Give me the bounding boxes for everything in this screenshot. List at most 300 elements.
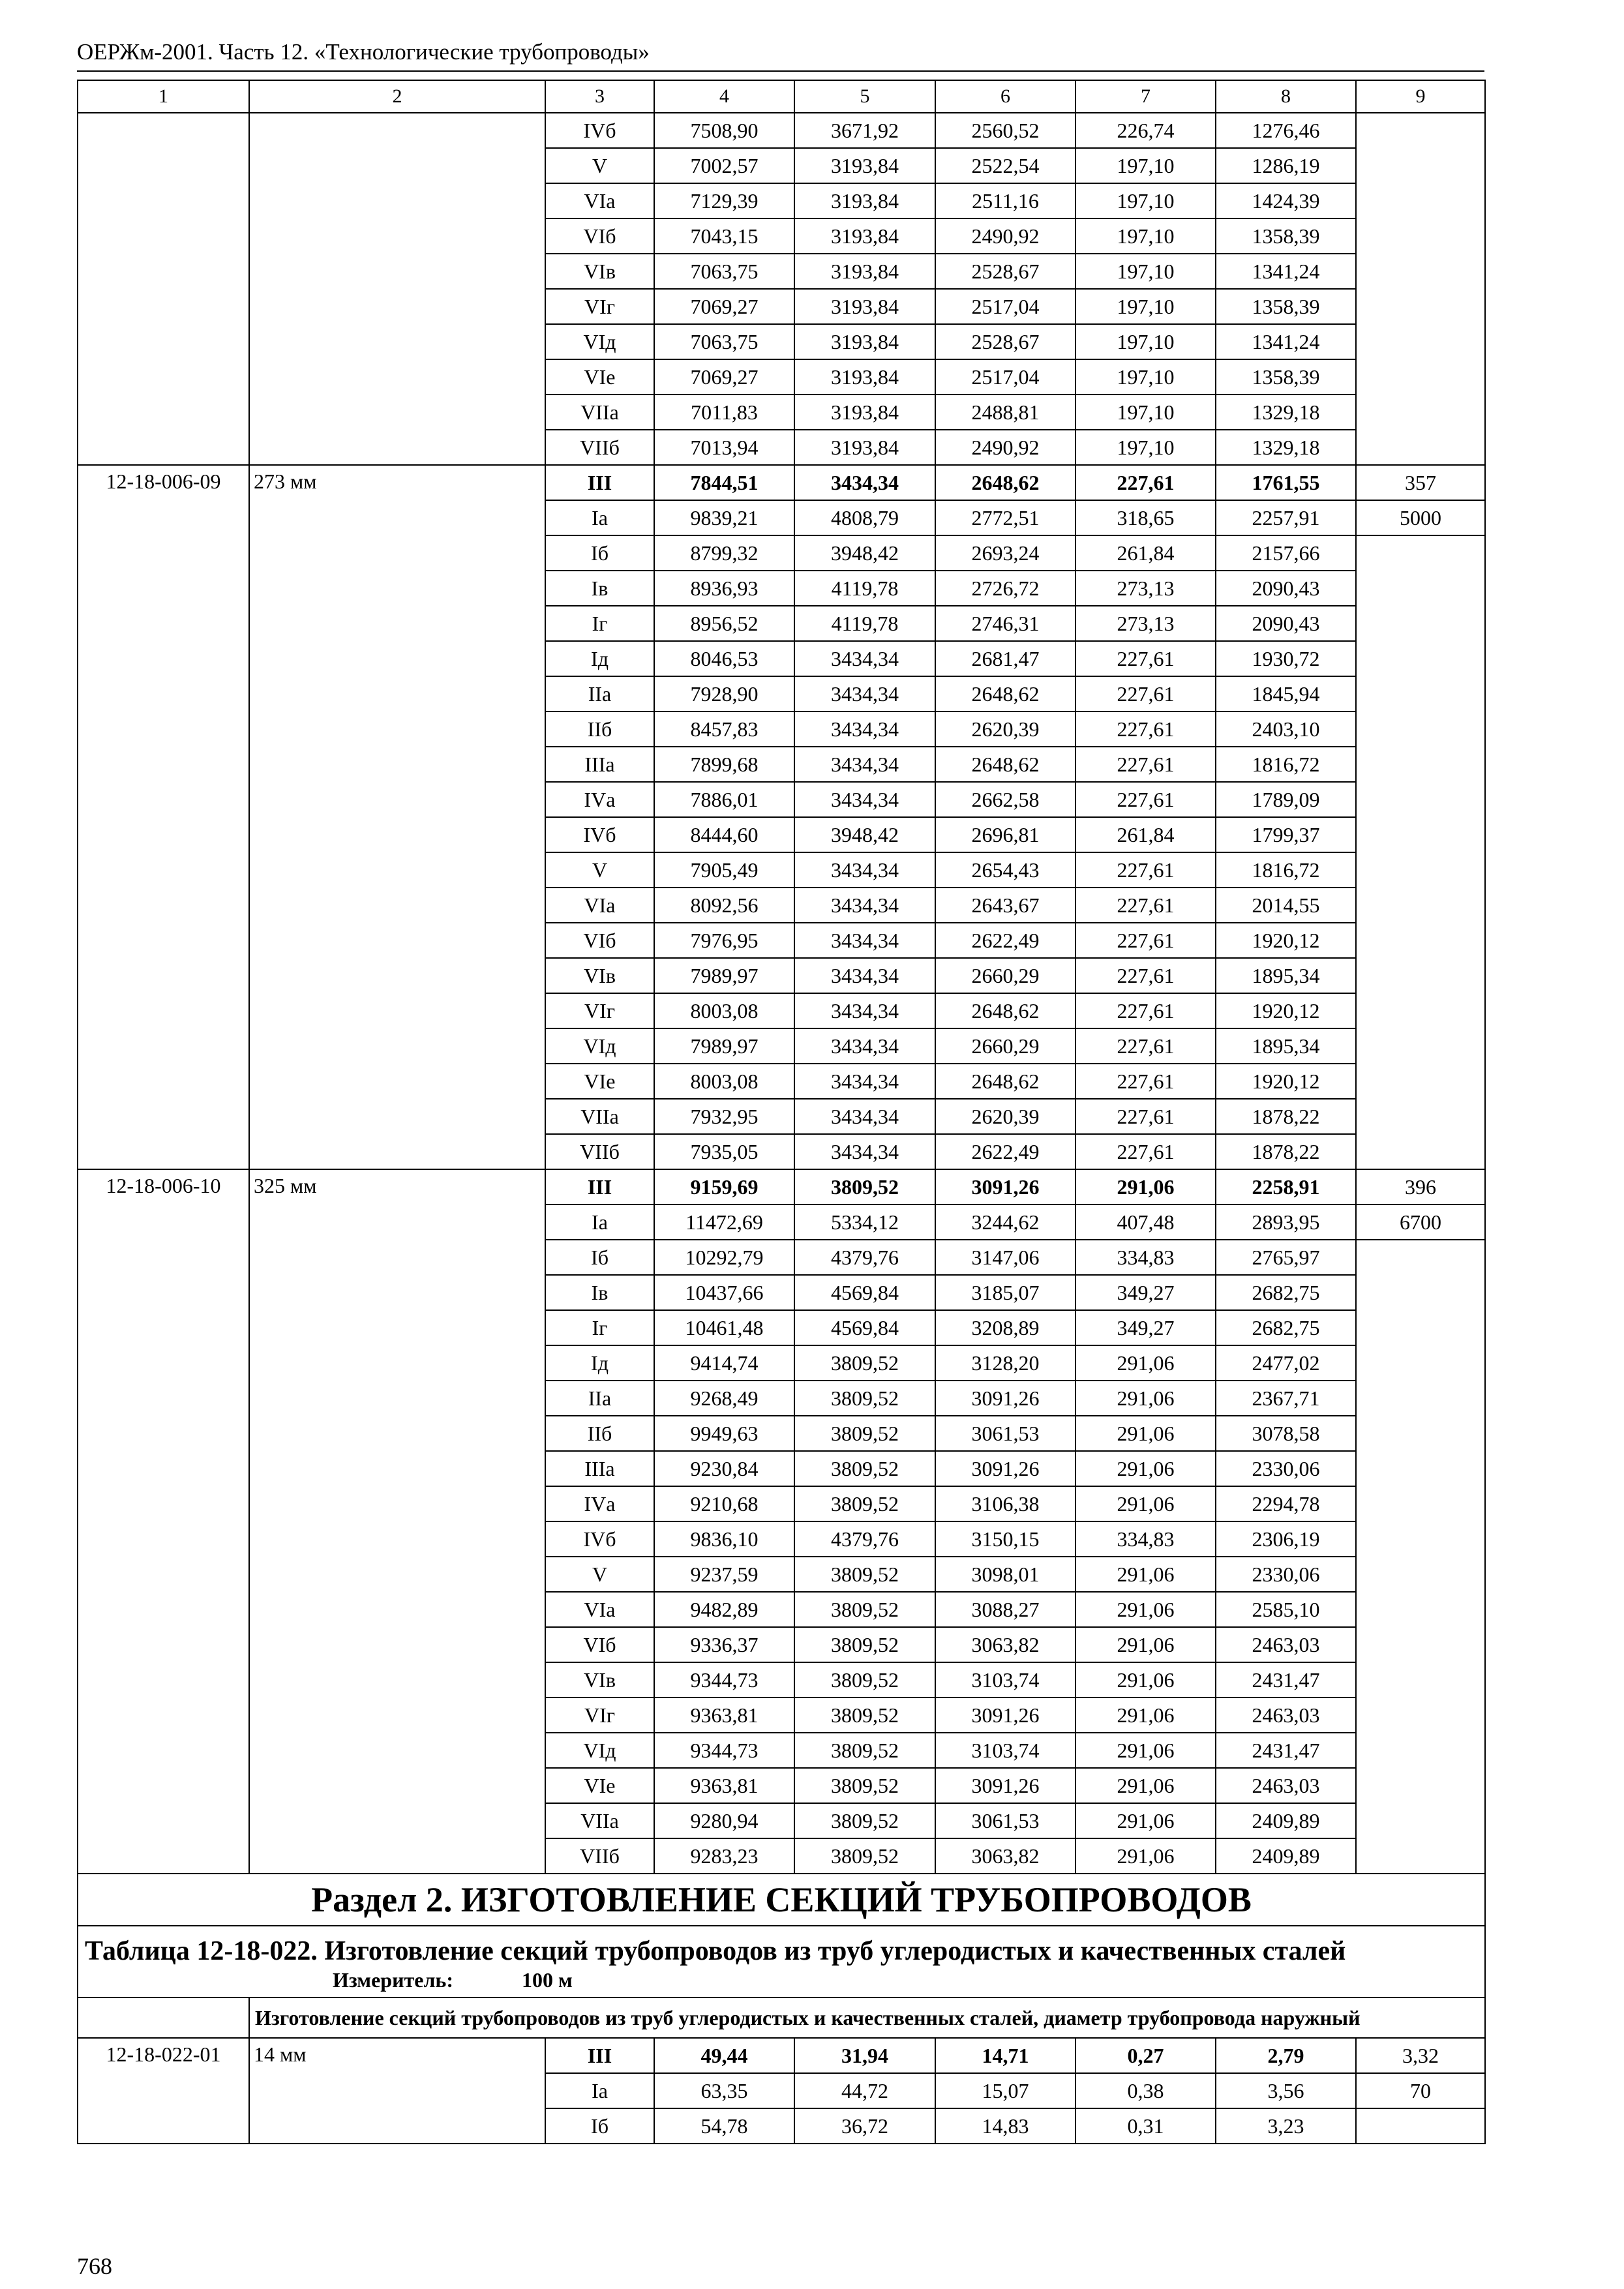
- value-cell: 0,31: [1075, 2108, 1216, 2144]
- item-size: 14 мм: [249, 2038, 545, 2144]
- value-cell: 7989,97: [654, 1028, 794, 1064]
- price-zone-cell: VIа: [545, 888, 654, 923]
- value-cell: 3063,82: [935, 1627, 1075, 1662]
- value-cell: 291,06: [1075, 1768, 1216, 1803]
- value-cell: 7063,75: [654, 254, 794, 289]
- price-zone-cell: VIд: [545, 1028, 654, 1064]
- value-cell: 15,07: [935, 2073, 1075, 2108]
- price-zone-cell: III: [545, 465, 654, 500]
- value-cell: 2660,29: [935, 1028, 1075, 1064]
- value-cell: 3809,52: [794, 1416, 935, 1451]
- value-cell: 2643,67: [935, 888, 1075, 923]
- value-cell: 227,61: [1075, 782, 1216, 817]
- value-cell: 4119,78: [794, 606, 935, 641]
- header-rule: [77, 70, 1484, 72]
- table-row: [78, 465, 1485, 500]
- value-cell: 7976,95: [654, 923, 794, 958]
- value-cell: 3193,84: [794, 289, 935, 324]
- value-cell: 197,10: [1075, 254, 1216, 289]
- value-cell: 3809,52: [794, 1592, 935, 1627]
- value-cell: 11472,69: [654, 1204, 794, 1240]
- value-cell: 349,27: [1075, 1310, 1216, 1345]
- value-cell: 227,61: [1075, 958, 1216, 993]
- value-cell: 197,10: [1075, 289, 1216, 324]
- value-cell: 2294,78: [1216, 1486, 1356, 1521]
- price-zone-cell: VIг: [545, 1698, 654, 1733]
- value-cell: 3193,84: [794, 218, 935, 254]
- value-cell: 227,61: [1075, 923, 1216, 958]
- price-zone-cell: Iв: [545, 571, 654, 606]
- price-zone-cell: IVб: [545, 1521, 654, 1557]
- value-cell: 7011,83: [654, 395, 794, 430]
- price-zone-cell: VIв: [545, 1662, 654, 1698]
- value-cell: 9363,81: [654, 1698, 794, 1733]
- value-cell: 3809,52: [794, 1557, 935, 1592]
- price-zone-cell: Iд: [545, 641, 654, 676]
- value-cell: 3809,52: [794, 1838, 935, 1874]
- code-cell: [78, 113, 249, 465]
- price-zone-cell: VIг: [545, 993, 654, 1028]
- value-cell: 3434,34: [794, 888, 935, 923]
- price-zone-cell: IIа: [545, 1381, 654, 1416]
- value-cell: 0,27: [1075, 2038, 1216, 2073]
- price-zone-cell: VIб: [545, 923, 654, 958]
- value-cell: 54,78: [654, 2108, 794, 2144]
- value-cell: 3185,07: [935, 1275, 1075, 1310]
- value-cell: 4569,84: [794, 1275, 935, 1310]
- value-cell: 2306,19: [1216, 1521, 1356, 1557]
- value-cell: 2490,92: [935, 430, 1075, 465]
- value-cell: 14,71: [935, 2038, 1075, 2073]
- value-cell: 7069,27: [654, 359, 794, 395]
- value-cell: 10437,66: [654, 1275, 794, 1310]
- value-cell: 291,06: [1075, 1838, 1216, 1874]
- value-cell: 3063,82: [935, 1838, 1075, 1874]
- value-cell: 2409,89: [1216, 1803, 1356, 1838]
- value-cell: 3434,34: [794, 641, 935, 676]
- value-cell: 2528,67: [935, 324, 1075, 359]
- size-cell: [249, 113, 545, 465]
- section-title: Раздел 2. ИЗГОТОВЛЕНИЕ СЕКЦИЙ ТРУБОПРОВОДОВ: [78, 1874, 1485, 1926]
- price-zone-cell: III: [545, 1169, 654, 1204]
- value-cell: 7899,68: [654, 747, 794, 782]
- value-cell: 291,06: [1075, 1733, 1216, 1768]
- column-number-cell: 8: [1216, 80, 1356, 113]
- table-title-row: [78, 1926, 1485, 1997]
- value-cell: 1329,18: [1216, 395, 1356, 430]
- value-cell: 227,61: [1075, 747, 1216, 782]
- value-cell: 7063,75: [654, 324, 794, 359]
- price-zone-cell: VIIб: [545, 1134, 654, 1169]
- value-cell: 2014,55: [1216, 888, 1356, 923]
- value-cell: 9482,89: [654, 1592, 794, 1627]
- value-cell: 2620,39: [935, 711, 1075, 747]
- value-cell: 10461,48: [654, 1310, 794, 1345]
- price-zone-cell: VIв: [545, 958, 654, 993]
- price-zone-cell: VIе: [545, 1064, 654, 1099]
- value-cell: 2765,97: [1216, 1240, 1356, 1275]
- value-cell: 1920,12: [1216, 923, 1356, 958]
- column-number-row: [78, 80, 1485, 113]
- value-cell: 1799,37: [1216, 817, 1356, 852]
- value-cell: 44,72: [794, 2073, 935, 2108]
- value-cell: 291,06: [1075, 1169, 1216, 1204]
- item-size: 325 мм: [249, 1169, 545, 1874]
- value-cell: 407,48: [1075, 1204, 1216, 1240]
- col9-cell: [1356, 113, 1485, 465]
- value-cell: 3434,34: [794, 852, 935, 888]
- value-cell: 3061,53: [935, 1416, 1075, 1451]
- table-title: Таблица 12-18-022. Изготовление секций трубопроводов из труб углеродистых и качественных сталей: [85, 1936, 1346, 1966]
- page-number: 768: [77, 2253, 112, 2279]
- value-cell: 3061,53: [935, 1803, 1075, 1838]
- measure-value: 100 м: [522, 1968, 573, 1992]
- value-cell: 7002,57: [654, 148, 794, 183]
- value-cell: 2681,47: [935, 641, 1075, 676]
- value-cell: 1358,39: [1216, 218, 1356, 254]
- value-cell: 3434,34: [794, 1064, 935, 1099]
- table-row: [78, 1169, 1485, 1204]
- value-cell: 3193,84: [794, 183, 935, 218]
- value-cell: 2367,71: [1216, 1381, 1356, 1416]
- subheading-spacer: [78, 1997, 249, 2038]
- value-cell: 7043,15: [654, 218, 794, 254]
- value-cell: 291,06: [1075, 1803, 1216, 1838]
- value-cell: 9839,21: [654, 500, 794, 535]
- value-cell: 5334,12: [794, 1204, 935, 1240]
- value-cell: 261,84: [1075, 535, 1216, 571]
- value-cell: 3434,34: [794, 676, 935, 711]
- value-cell: 227,61: [1075, 465, 1216, 500]
- value-cell: 3103,74: [935, 1662, 1075, 1698]
- section-row: [78, 1874, 1485, 1926]
- value-cell: 2431,47: [1216, 1662, 1356, 1698]
- price-zone-cell: VIа: [545, 183, 654, 218]
- value-cell: 291,06: [1075, 1662, 1216, 1698]
- measure-label: Измеритель:: [333, 1968, 453, 1992]
- value-cell: 2560,52: [935, 113, 1075, 148]
- col9-cell: [1356, 2108, 1485, 2144]
- value-cell: 2726,72: [935, 571, 1075, 606]
- price-zone-cell: VIIа: [545, 1099, 654, 1134]
- value-cell: 2157,66: [1216, 535, 1356, 571]
- col9-value: 6700: [1356, 1204, 1485, 1240]
- value-cell: 2662,58: [935, 782, 1075, 817]
- price-zone-cell: V: [545, 852, 654, 888]
- value-cell: 2648,62: [935, 993, 1075, 1028]
- value-cell: 2409,89: [1216, 1838, 1356, 1874]
- value-cell: 2693,24: [935, 535, 1075, 571]
- value-cell: 2648,62: [935, 747, 1075, 782]
- value-cell: 2403,10: [1216, 711, 1356, 747]
- value-cell: 227,61: [1075, 888, 1216, 923]
- price-zone-cell: Iв: [545, 1275, 654, 1310]
- value-cell: 2258,91: [1216, 1169, 1356, 1204]
- value-cell: 261,84: [1075, 817, 1216, 852]
- value-cell: 1341,24: [1216, 324, 1356, 359]
- table-row: [78, 2038, 1485, 2073]
- value-cell: 3809,52: [794, 1768, 935, 1803]
- value-cell: 8046,53: [654, 641, 794, 676]
- value-cell: 3091,26: [935, 1169, 1075, 1204]
- price-zone-cell: Iб: [545, 1240, 654, 1275]
- value-cell: 3193,84: [794, 148, 935, 183]
- value-cell: 4569,84: [794, 1310, 935, 1345]
- price-zone-cell: VIб: [545, 218, 654, 254]
- value-cell: 2522,54: [935, 148, 1075, 183]
- value-cell: 3193,84: [794, 359, 935, 395]
- price-zone-cell: V: [545, 1557, 654, 1592]
- value-cell: 7129,39: [654, 183, 794, 218]
- col9-cell: [1356, 1240, 1485, 1874]
- price-zone-cell: VIIа: [545, 395, 654, 430]
- value-cell: 3193,84: [794, 254, 935, 289]
- value-cell: 4119,78: [794, 571, 935, 606]
- value-cell: 334,83: [1075, 1240, 1216, 1275]
- value-cell: 3434,34: [794, 711, 935, 747]
- value-cell: 63,35: [654, 2073, 794, 2108]
- price-zone-cell: VIд: [545, 324, 654, 359]
- value-cell: 3809,52: [794, 1451, 935, 1486]
- value-cell: 2746,31: [935, 606, 1075, 641]
- value-cell: 7989,97: [654, 958, 794, 993]
- value-cell: 9344,73: [654, 1662, 794, 1698]
- value-cell: 197,10: [1075, 148, 1216, 183]
- value-cell: 2431,47: [1216, 1733, 1356, 1768]
- value-cell: 2517,04: [935, 359, 1075, 395]
- value-cell: 291,06: [1075, 1627, 1216, 1662]
- value-cell: 3434,34: [794, 465, 935, 500]
- column-number-cell: 6: [935, 80, 1075, 113]
- value-cell: 3809,52: [794, 1627, 935, 1662]
- value-cell: 8003,08: [654, 993, 794, 1028]
- value-cell: 1895,34: [1216, 1028, 1356, 1064]
- value-cell: 197,10: [1075, 324, 1216, 359]
- item-size: 273 мм: [249, 465, 545, 1169]
- value-cell: 197,10: [1075, 430, 1216, 465]
- value-cell: 2660,29: [935, 958, 1075, 993]
- value-cell: 2585,10: [1216, 1592, 1356, 1627]
- price-zone-cell: Iа: [545, 500, 654, 535]
- value-cell: 2682,75: [1216, 1275, 1356, 1310]
- value-cell: 9344,73: [654, 1733, 794, 1768]
- value-cell: 197,10: [1075, 395, 1216, 430]
- value-cell: 197,10: [1075, 359, 1216, 395]
- value-cell: 2772,51: [935, 500, 1075, 535]
- value-cell: 3,23: [1216, 2108, 1356, 2144]
- subheading: Изготовление секций трубопроводов из труб углеродистых и качественных сталей, диаметр трубопровода наружный: [249, 1997, 1485, 2038]
- value-cell: 3103,74: [935, 1733, 1075, 1768]
- value-cell: 2696,81: [935, 817, 1075, 852]
- table-title-cell: [78, 1926, 1485, 1997]
- value-cell: 291,06: [1075, 1698, 1216, 1733]
- price-zone-cell: IIа: [545, 676, 654, 711]
- value-cell: 3809,52: [794, 1733, 935, 1768]
- value-cell: 273,13: [1075, 606, 1216, 641]
- value-cell: 9237,59: [654, 1557, 794, 1592]
- price-zone-cell: IIIа: [545, 747, 654, 782]
- value-cell: 3091,26: [935, 1451, 1075, 1486]
- value-cell: 9836,10: [654, 1521, 794, 1557]
- measure-line: [85, 1967, 1478, 1997]
- column-number-cell: 3: [545, 80, 654, 113]
- value-cell: 3193,84: [794, 324, 935, 359]
- page-header: ОЕРЖм-2001. Часть 12. «Технологические трубопроводы»: [77, 39, 650, 65]
- value-cell: 7508,90: [654, 113, 794, 148]
- value-cell: 7013,94: [654, 430, 794, 465]
- value-cell: 1341,24: [1216, 254, 1356, 289]
- value-cell: 7886,01: [654, 782, 794, 817]
- value-cell: 0,38: [1075, 2073, 1216, 2108]
- value-cell: 3948,42: [794, 535, 935, 571]
- value-cell: 318,65: [1075, 500, 1216, 535]
- value-cell: 3434,34: [794, 782, 935, 817]
- value-cell: 273,13: [1075, 571, 1216, 606]
- value-cell: 7069,27: [654, 289, 794, 324]
- value-cell: 8092,56: [654, 888, 794, 923]
- value-cell: 1930,72: [1216, 641, 1356, 676]
- price-zone-cell: VIа: [545, 1592, 654, 1627]
- value-cell: 2622,49: [935, 923, 1075, 958]
- value-cell: 3244,62: [935, 1204, 1075, 1240]
- price-zone-cell: IIб: [545, 1416, 654, 1451]
- value-cell: 1276,46: [1216, 113, 1356, 148]
- value-cell: 2682,75: [1216, 1310, 1356, 1345]
- price-zone-cell: Iд: [545, 1345, 654, 1381]
- price-zone-cell: VIб: [545, 1627, 654, 1662]
- value-cell: 3434,34: [794, 1028, 935, 1064]
- value-cell: 8457,83: [654, 711, 794, 747]
- value-cell: 9268,49: [654, 1381, 794, 1416]
- price-zone-cell: IIIа: [545, 1451, 654, 1486]
- value-cell: 1816,72: [1216, 747, 1356, 782]
- value-cell: 3091,26: [935, 1768, 1075, 1803]
- value-cell: 9210,68: [654, 1486, 794, 1521]
- value-cell: 1816,72: [1216, 852, 1356, 888]
- column-number-cell: 2: [249, 80, 545, 113]
- price-zone-cell: VIд: [545, 1733, 654, 1768]
- value-cell: 3948,42: [794, 817, 935, 852]
- value-cell: 2463,03: [1216, 1627, 1356, 1662]
- value-cell: 1329,18: [1216, 430, 1356, 465]
- col9-value: 70: [1356, 2073, 1485, 2108]
- value-cell: 3671,92: [794, 113, 935, 148]
- value-cell: 8956,52: [654, 606, 794, 641]
- value-cell: 2257,91: [1216, 500, 1356, 535]
- value-cell: 227,61: [1075, 1028, 1216, 1064]
- value-cell: 7844,51: [654, 465, 794, 500]
- value-cell: 3,56: [1216, 2073, 1356, 2108]
- value-cell: 1920,12: [1216, 993, 1356, 1028]
- value-cell: 9159,69: [654, 1169, 794, 1204]
- value-cell: 291,06: [1075, 1451, 1216, 1486]
- value-cell: 1286,19: [1216, 148, 1356, 183]
- value-cell: 3147,06: [935, 1240, 1075, 1275]
- value-cell: 291,06: [1075, 1345, 1216, 1381]
- price-zone-cell: III: [545, 2038, 654, 2073]
- value-cell: 349,27: [1075, 1275, 1216, 1310]
- item-code: 12-18-022-01: [78, 2038, 249, 2144]
- value-cell: 3434,34: [794, 1134, 935, 1169]
- value-cell: 3809,52: [794, 1662, 935, 1698]
- value-cell: 2648,62: [935, 465, 1075, 500]
- value-cell: 9949,63: [654, 1416, 794, 1451]
- price-zone-cell: VIIб: [545, 430, 654, 465]
- value-cell: 227,61: [1075, 1134, 1216, 1169]
- price-zone-cell: IVа: [545, 1486, 654, 1521]
- value-cell: 4808,79: [794, 500, 935, 535]
- value-cell: 1358,39: [1216, 359, 1356, 395]
- value-cell: 9283,23: [654, 1838, 794, 1874]
- value-cell: 2463,03: [1216, 1698, 1356, 1733]
- value-cell: 3434,34: [794, 993, 935, 1028]
- col9-value: 396: [1356, 1169, 1485, 1204]
- value-cell: 1878,22: [1216, 1099, 1356, 1134]
- price-zone-cell: VIв: [545, 254, 654, 289]
- value-cell: 3809,52: [794, 1381, 935, 1416]
- price-zone-cell: VIг: [545, 289, 654, 324]
- value-cell: 4379,76: [794, 1240, 935, 1275]
- value-cell: 334,83: [1075, 1521, 1216, 1557]
- value-cell: 9363,81: [654, 1768, 794, 1803]
- value-cell: 2090,43: [1216, 571, 1356, 606]
- value-cell: 1358,39: [1216, 289, 1356, 324]
- value-cell: 226,74: [1075, 113, 1216, 148]
- value-cell: 9336,37: [654, 1627, 794, 1662]
- price-zone-cell: VIе: [545, 359, 654, 395]
- value-cell: 2528,67: [935, 254, 1075, 289]
- price-zone-cell: Iг: [545, 1310, 654, 1345]
- rates-table: [77, 80, 1486, 2144]
- value-cell: 3434,34: [794, 958, 935, 993]
- value-cell: 7932,95: [654, 1099, 794, 1134]
- value-cell: 3434,34: [794, 1099, 935, 1134]
- value-cell: 291,06: [1075, 1486, 1216, 1521]
- price-zone-cell: VIе: [545, 1768, 654, 1803]
- value-cell: 3088,27: [935, 1592, 1075, 1627]
- value-cell: 3208,89: [935, 1310, 1075, 1345]
- value-cell: 49,44: [654, 2038, 794, 2073]
- value-cell: 3809,52: [794, 1169, 935, 1204]
- value-cell: 2488,81: [935, 395, 1075, 430]
- value-cell: 7905,49: [654, 852, 794, 888]
- value-cell: 2330,06: [1216, 1451, 1356, 1486]
- price-zone-cell: Iа: [545, 1204, 654, 1240]
- value-cell: 36,72: [794, 2108, 935, 2144]
- value-cell: 3078,58: [1216, 1416, 1356, 1451]
- value-cell: 1878,22: [1216, 1134, 1356, 1169]
- value-cell: 197,10: [1075, 218, 1216, 254]
- price-zone-cell: VIIб: [545, 1838, 654, 1874]
- value-cell: 3809,52: [794, 1803, 935, 1838]
- value-cell: 1789,09: [1216, 782, 1356, 817]
- col9-value: 357: [1356, 465, 1485, 500]
- value-cell: 2620,39: [935, 1099, 1075, 1134]
- value-cell: 8003,08: [654, 1064, 794, 1099]
- value-cell: 2490,92: [935, 218, 1075, 254]
- subheading-row: [78, 1997, 1485, 2038]
- value-cell: 291,06: [1075, 1416, 1216, 1451]
- value-cell: 3809,52: [794, 1698, 935, 1733]
- value-cell: 227,61: [1075, 852, 1216, 888]
- value-cell: 1424,39: [1216, 183, 1356, 218]
- price-zone-cell: Iб: [545, 2108, 654, 2144]
- value-cell: 3809,52: [794, 1486, 935, 1521]
- value-cell: 197,10: [1075, 183, 1216, 218]
- column-number-cell: 9: [1356, 80, 1485, 113]
- price-zone-cell: VIIа: [545, 1803, 654, 1838]
- value-cell: 3809,52: [794, 1345, 935, 1381]
